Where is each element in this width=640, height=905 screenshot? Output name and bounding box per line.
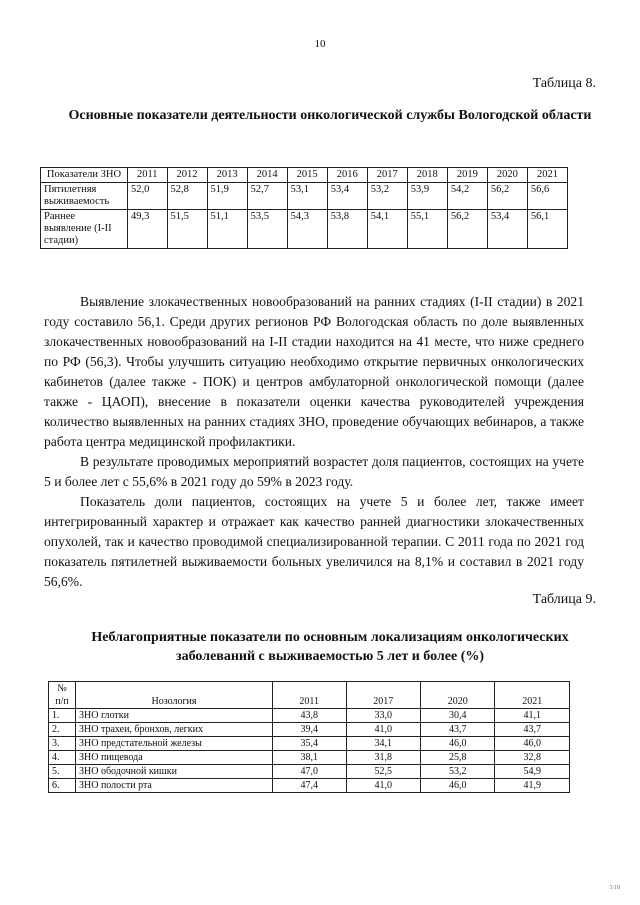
table9-cell: 41,1 — [495, 709, 570, 723]
table9-cell: 46,0 — [420, 737, 494, 751]
paragraph: В результате проводимых мероприятий возрастет доля пациентов, состоящих на учете 5 и более лет с 55,6% в 2021 году до 59% в 2023 году. — [44, 454, 584, 489]
table8-cell: 56,2 — [487, 183, 527, 210]
table-row — [49, 765, 570, 779]
table8-header-cell: 2019 — [447, 168, 487, 183]
table8 — [40, 167, 568, 249]
table8-row-label: Раннее выявление (I-II стадии) — [41, 210, 128, 249]
table8-header-cell: 2013 — [207, 168, 247, 183]
table8-cell: 53,4 — [487, 210, 527, 249]
table8-cell: 52,0 — [128, 183, 168, 210]
table-row — [49, 751, 570, 765]
table9-nosology: ЗНО полости рта — [76, 779, 273, 793]
table8-cell: 54,1 — [367, 210, 407, 249]
table8-header-row — [41, 168, 568, 183]
table8-cell: 54,2 — [447, 183, 487, 210]
table9-cell: 31,8 — [346, 751, 420, 765]
table9-index: 1. — [49, 709, 76, 723]
table9-cell: 38,1 — [273, 751, 347, 765]
table9-header-cell: № п/п — [49, 682, 76, 709]
table8-title: Основные показатели деятельности онкологической службы Вологодской области — [68, 108, 592, 123]
table8-cell: 53,8 — [327, 210, 367, 249]
page-corner-mark: 5/18 — [609, 885, 620, 891]
table8-cell: 51,9 — [207, 183, 247, 210]
table9-title: Неблагоприятные показатели по основным локализациям онкологических заболеваний с выживаемостью 5 лет и более (%) — [91, 630, 569, 664]
table9-cell: 47,0 — [273, 765, 347, 779]
table8-cell: 49,3 — [128, 210, 168, 249]
table9-cell: 47,4 — [273, 779, 347, 793]
table8-cell: 54,3 — [287, 210, 327, 249]
table9-cell: 41,0 — [346, 779, 420, 793]
table8-header-cell: 2020 — [487, 168, 527, 183]
table9-nosology: ЗНО глотки — [76, 709, 273, 723]
table8-cell: 53,5 — [247, 210, 287, 249]
table9-cell: 53,2 — [420, 765, 494, 779]
paragraph: Выявление злокачественных новообразований на ранних стадиях (I-II стадии) в 2021 году составило 56,1. Среди других регионов РФ Вологодская область по доле выявленных злокачественных новообразований на I-II стадии находится на 41 месте, что ниже среднего по РФ (56,3). Чтобы улучшить ситуацию необходимо открытие первичных онкологических кабинетов (далее также - ПОК) и центров амбулаторной онкологической помощи (далее также - ЦАОП), внесение в показатели оценки качества руководителей учреждения количество выявленных на ранних стадиях ЗНО, проведение обучающих вебинаров, а также работа центра медицинской профилактики. — [44, 294, 584, 449]
table8-header-cell: Показатели ЗНО — [41, 168, 128, 183]
table9-cell: 46,0 — [420, 779, 494, 793]
table8-cell: 53,2 — [367, 183, 407, 210]
table9-header-cell: 2020 — [420, 682, 494, 709]
table9-index: 5. — [49, 765, 76, 779]
table9-cell: 43,7 — [420, 723, 494, 737]
table9-header-row — [49, 682, 570, 709]
table9-cell: 33,0 — [346, 709, 420, 723]
table9-cell: 34,1 — [346, 737, 420, 751]
table9-index: 4. — [49, 751, 76, 765]
table9-cell: 30,4 — [420, 709, 494, 723]
table9-cell: 43,7 — [495, 723, 570, 737]
table9-nosology: ЗНО пищевода — [76, 751, 273, 765]
table8-header-cell: 2021 — [527, 168, 567, 183]
table8-cell: 56,6 — [527, 183, 567, 210]
table9-cell: 25,8 — [420, 751, 494, 765]
table8-label: Таблица 8. — [532, 76, 596, 91]
table9-index: 2. — [49, 723, 76, 737]
table-row — [49, 737, 570, 751]
table9-cell: 46,0 — [495, 737, 570, 751]
table9-header-cell: Нозология — [76, 682, 273, 709]
table9-nosology: ЗНО трахеи, бронхов, легких — [76, 723, 273, 737]
table8-cell: 52,7 — [247, 183, 287, 210]
table9-cell: 39,4 — [273, 723, 347, 737]
table9-cell: 35,4 — [273, 737, 347, 751]
table9-header-cell: 2017 — [346, 682, 420, 709]
table9-cell: 32,8 — [495, 751, 570, 765]
table8-cell: 51,1 — [207, 210, 247, 249]
table-row — [49, 709, 570, 723]
table-row — [49, 723, 570, 737]
table8-header-cell: 2011 — [128, 168, 168, 183]
table8-header-cell: 2017 — [367, 168, 407, 183]
table8-header-cell: 2014 — [247, 168, 287, 183]
table9-nosology: ЗНО ободочной кишки — [76, 765, 273, 779]
table9-header-cell: 2011 — [273, 682, 347, 709]
table9-cell: 43,8 — [273, 709, 347, 723]
table8-header-cell: 2016 — [327, 168, 367, 183]
table8-cell: 51,5 — [167, 210, 207, 249]
table8-row-label: Пятилетняя выживаемость — [41, 183, 128, 210]
table-row — [41, 183, 568, 210]
table8-header-cell: 2012 — [167, 168, 207, 183]
table-row — [49, 779, 570, 793]
page-number: 10 — [314, 38, 326, 50]
table8-cell: 53,4 — [327, 183, 367, 210]
table9-nosology: ЗНО предстательной железы — [76, 737, 273, 751]
table8-header-cell: 2015 — [287, 168, 327, 183]
paragraph: Показатель доли пациентов, состоящих на учете 5 и более лет, также имеет интегрированный характер и отражает как качество ранней диагностики злокачественных опухолей, так и качество проводимой специализированной терапии. С 2011 года по 2021 год показатель пятилетней выживаемости больных увеличился на 8,1% и составил в 2021 году 56,6%. — [44, 494, 584, 589]
table9-index: 6. — [49, 779, 76, 793]
table8-cell: 56,1 — [527, 210, 567, 249]
table8-header-cell: 2018 — [407, 168, 447, 183]
table9-cell: 41,0 — [346, 723, 420, 737]
table8-cell: 53,9 — [407, 183, 447, 210]
table8-cell: 55,1 — [407, 210, 447, 249]
table9-cell: 54,9 — [495, 765, 570, 779]
table9-cell: 52,5 — [346, 765, 420, 779]
table-row — [41, 210, 568, 249]
table9-cell: 41,9 — [495, 779, 570, 793]
table9-label: Таблица 9. — [532, 592, 596, 607]
body-text — [44, 292, 584, 592]
table8-cell: 53,1 — [287, 183, 327, 210]
table9-header-cell: 2021 — [495, 682, 570, 709]
table8-cell: 56,2 — [447, 210, 487, 249]
table9 — [48, 681, 570, 793]
table8-cell: 52,8 — [167, 183, 207, 210]
table9-index: 3. — [49, 737, 76, 751]
